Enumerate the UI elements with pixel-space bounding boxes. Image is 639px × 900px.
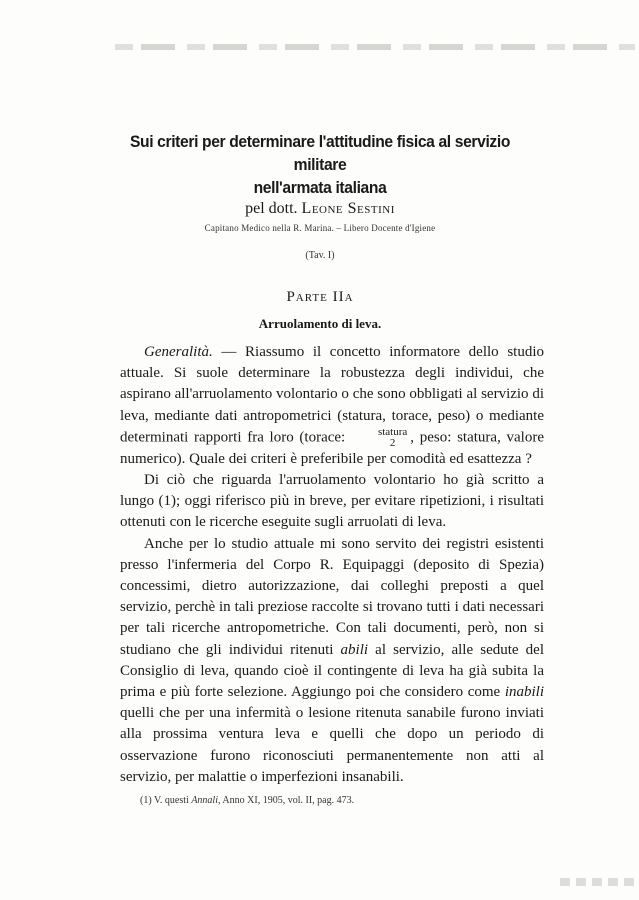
- byline: [100, 200, 540, 218]
- fraction-numerator: statura: [377, 425, 408, 438]
- footnote: [140, 795, 540, 806]
- part-label: Parte IIa: [286, 289, 354, 305]
- paragraph-1-text-b: , peso: statura, valore numerico). Quale dei criteri è preferibile per comodità ed esattezza ?: [120, 429, 545, 467]
- plate-reference: (Tav. I): [305, 250, 335, 261]
- byline-prefix: pel dott.: [245, 200, 298, 217]
- fraction-statura-2: [354, 427, 407, 449]
- paragraph-3-text-a: Anche per lo studio attuale mi sono servito dei registri esistenti presso l'infermeria del Corpo R. Equipaggi (deposito di Spezia) concessimi, dietro autorizzazione, dai colleghi preposti a quel servizio, perchè in tali preziose raccolte si trovano tutti i dati necessari per tali ricerche antropometriche. Con tali documenti, però, non si studiano che gli individui ritenuti: [120, 535, 544, 658]
- paragraph-1-text-a: — Riassumo il concetto informatore dello studio attuale. Si suole determinare la robustezza degli individui, che aspirano all'arruolamento volontario o che sono obbligati al servizio di leva, mediante dati antropometrici (statura, torace, peso) o mediante determinati rapporti fra loro (torace:: [120, 344, 544, 446]
- footnote-journal: Annali: [191, 795, 218, 806]
- abili-term: abili: [340, 641, 369, 658]
- paragraph-3: [120, 534, 544, 788]
- paragraph-3-text-b: al servizio, alle sedute del Consiglio di leva, quando cioè il contingente di leva ha già subita la prima e più forte selezione. Aggiungo poi che considero come: [120, 641, 544, 701]
- paragraph-1: [120, 342, 544, 470]
- author-name: Leone Sestini: [301, 200, 395, 217]
- title-line-1: Sui criteri per determinare l'attitudine fisica al servizio militare: [129, 132, 511, 174]
- paragraph-lead: Generalità.: [144, 344, 213, 360]
- section-heading: Arruolamento di leva.: [258, 316, 382, 331]
- paragraph-2: Di ciò che riguarda l'arruolamento volontario ho già scritto a lungo (1); oggi riferisco più in breve, per evitare ripetizioni, i risultati ottenuti con le ricerche eseguite sugli arruolati di leva.: [120, 472, 544, 531]
- footnote-pre: (1) V. questi: [140, 795, 192, 806]
- title-line-2: nell'armata italiana: [253, 178, 387, 197]
- footnote-post: , Anno XI, 1905, vol. II, pag. 473.: [217, 795, 355, 806]
- author-affiliation: Capitano Medico nella R. Marina. – Libero Docente d'Igiene: [204, 223, 436, 233]
- article-title: [118, 130, 523, 199]
- fraction-denominator: 2: [389, 436, 396, 449]
- body-text: [120, 342, 544, 788]
- inabili-term: inabili: [504, 684, 544, 701]
- part-heading: [100, 289, 540, 306]
- paragraph-3-text-c: quelli che per una infermità o lesione ritenuta sanabile furono inviati alla prossima ventura leva e quelli che dopo un periodo di osservazione furono riconosciuti permanentemente non atti al servizio, per malattie o imperfezioni insanabili.: [120, 705, 544, 785]
